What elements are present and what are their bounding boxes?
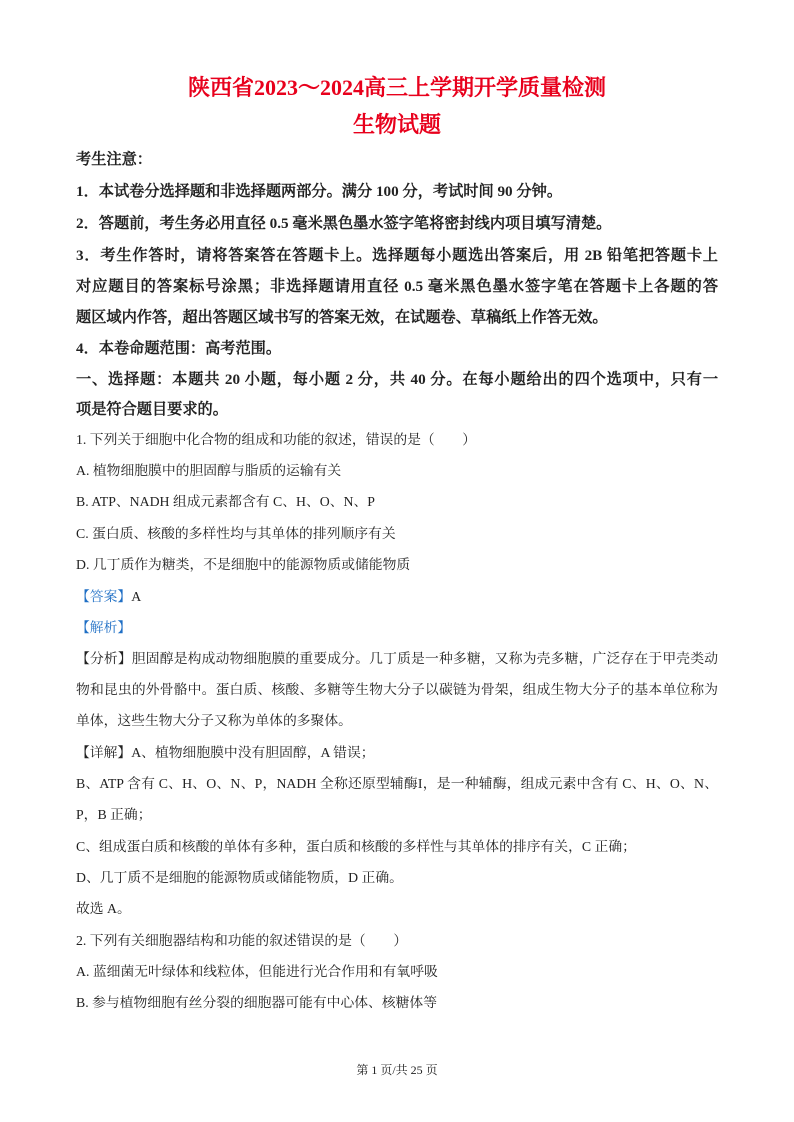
document-subtitle: 生物试题 [352, 112, 441, 137]
notice-line: 1．本试卷分选择题和非选择题两部分。满分 100 分，考试时间 90 分钟。 [76, 183, 562, 200]
answer-label: 【答案】 [76, 589, 132, 604]
section-heading-line: 项是符合题目要求的。 [76, 401, 228, 418]
explain-label: 【解析】 [76, 620, 132, 635]
detail-line [76, 743, 375, 763]
analysis-line [76, 649, 718, 669]
notice-line: 2．答题前，考生务必用直径 0.5 毫米黑色墨水签字笔将密封线内项目填写清楚。 [76, 215, 612, 232]
question-1-conclusion: 故选 A。 [76, 901, 131, 916]
analysis-line: 单体，这些生物大分子又称为单体的多聚体。 [76, 713, 352, 728]
question-2-option-a: A. 蓝细菌无叶绿体和线粒体，但能进行光合作用和有氧呼吸 [76, 964, 438, 979]
notice-line: 对应题目的答案标号涂黑；非选择题请用直径 0.5 毫米黑色墨水签字笔在答题卡上各题的答 [76, 278, 718, 295]
page-number: 第 1 页/共 25 页 [356, 1063, 438, 1077]
answer-value: A [131, 589, 142, 604]
question-1-option-a: A. 植物细胞膜中的胆固醇与脂质的运输有关 [76, 463, 342, 478]
detail-label: 【详解】 [76, 745, 132, 760]
notice-line: 4．本卷命题范围：高考范围。 [76, 340, 282, 357]
question-1-option-d: D. 几丁质作为糖类，不是细胞中的能源物质或储能物质 [76, 557, 411, 572]
notice-line: 题区域内作答，超出答题区域书写的答案无效，在试题卷、草稿纸上作答无效。 [76, 309, 608, 326]
question-2-option-b: B. 参与植物细胞有丝分裂的细胞器可能有中心体、核糖体等 [76, 995, 438, 1010]
detail-line: C、组成蛋白质和核酸的单体有多种，蛋白质和核酸的多样性与其单体的排序有关，C 正确； [76, 839, 636, 854]
detail-line: B、ATP 含有 C、H、O、N、P，NADH 全称还原型辅酶I，是一种辅酶，组成元素中含有 C、H、O、N、 [76, 776, 718, 791]
notice-line: 3．考生作答时，请将答案答在答题卡上。选择题每小题选出答案后，用 2B 铅笔把答题卡上 [76, 247, 718, 264]
notice-heading: 考生注意： [76, 151, 152, 168]
question-1-answer [76, 587, 141, 607]
question-1-stem: 1. 下列关于细胞中化合物的组成和功能的叙述，错误的是（ ） [76, 432, 477, 447]
section-heading-line: 一、选择题：本题共 20 小题，每小题 2 分，共 40 分。在每小题给出的四个选项中，只有一 [76, 371, 718, 388]
detail-text: A、植物细胞膜中没有胆固醇，A 错误； [131, 745, 375, 760]
question-1-option-c: C. 蛋白质、核酸的多样性均与其单体的排列顺序有关 [76, 526, 396, 541]
analysis-line: 物和昆虫的外骨骼中。蛋白质、核酸、多糖等生物大分子以碳链为骨架，组成生物大分子的基本单位称为 [76, 682, 718, 697]
analysis-text: 胆固醇是构成动物细胞膜的重要成分。几丁质是一种多糖，又称为壳多糖，广泛存在于甲壳类动 [131, 651, 719, 666]
question-1-option-b: B. ATP、NADH 组成元素都含有 C、H、O、N、P [76, 494, 375, 509]
detail-line: D、几丁质不是细胞的能源物质或储能物质，D 正确。 [76, 870, 403, 885]
detail-line: P，B 正确； [76, 807, 152, 822]
question-1-explain [76, 618, 131, 638]
question-2-stem: 2. 下列有关细胞器结构和功能的叙述错误的是（ ） [76, 933, 408, 948]
analysis-label: 【分析】 [76, 651, 132, 666]
document-title: 陕西省2023～2024高三上学期开学质量检测 [187, 75, 606, 100]
